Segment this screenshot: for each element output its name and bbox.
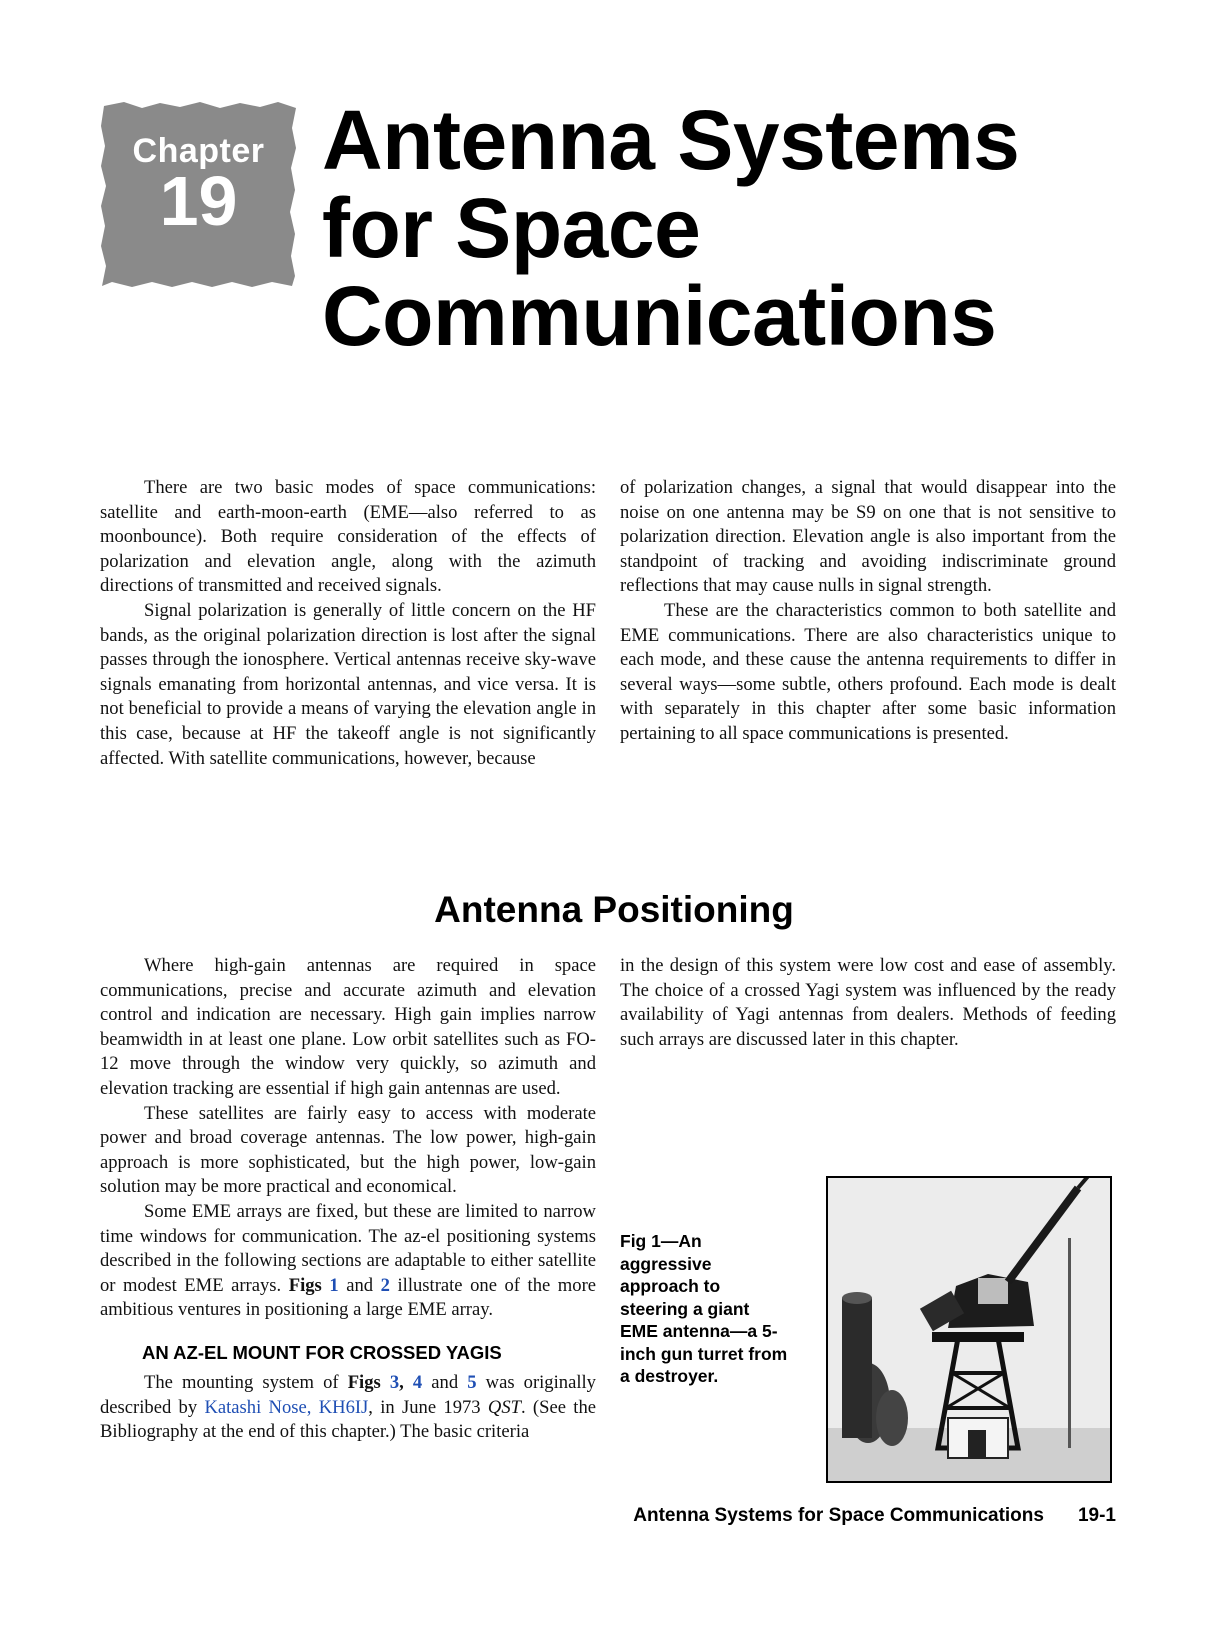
paragraph-text: Some EME arrays are fixed, but these are limited to narrow time windows for communication. The az-el positioning systems described in the following sections are adaptable to either satellite or modest EME arrays.: [100, 1200, 596, 1296]
fig-2-link[interactable]: 2: [380, 1274, 390, 1296]
positioning-continuation: in the design of this system were low cost and ease of assembly. The choice of a crossed Yagi system was influenced by the ready availability of Yagi antennas from dealers. Methods of feeding such arrays are discussed later in this chapter.: [620, 955, 1116, 1050]
subsection-heading: AN AZ-EL MOUNT FOR CROSSED YAGIS: [142, 1341, 502, 1363]
intro-right-column: [620, 476, 1116, 747]
page-footer: [633, 1505, 1116, 1527]
paragraph-text: . (See the Bibliography at the end of this chapter.) The basic criteria: [100, 1396, 596, 1443]
chapter-number: 19: [159, 162, 238, 240]
intro-paragraph-3: of polarization changes, a signal that would disappear into the noise on one antenna may be S9 on one that is not sensitive to polarization direction. Elevation angle is also important from the standpoint of tracking and avoiding indiscriminate ground reflections that may cause nulls in signal strength.: [620, 477, 1116, 597]
gun-turret-illustration: [828, 1178, 1110, 1481]
section-right-column: [620, 954, 1116, 1052]
journal-name: QST: [487, 1396, 521, 1418]
chapter-title-line-1: Antenna Systems: [322, 93, 1020, 187]
chapter-badge: [100, 100, 297, 288]
figure-caption: Fig 1—An aggressive approach to steering a giant EME antenna—a 5-inch gun turret from a destroyer.: [620, 1231, 788, 1386]
intro-paragraph-1: There are two basic modes of space communications: satellite and earth-moon-earth (EME—also referred to as moonbounce). Both require consideration of the effects of polarization and elevation angle, along with the azimuth directions of transmitted and received signals.: [100, 477, 596, 597]
chapter-title-line-2: for Space: [322, 181, 701, 275]
chapter-title-line-3: Communications: [322, 269, 997, 363]
paragraph-text: , in June 1973: [368, 1396, 481, 1418]
figs-label: Figs: [288, 1274, 322, 1296]
intro-left-column: [100, 476, 596, 771]
paragraph-text: illustrate one of the more ambitious ventures in positioning a large EME array.: [100, 1274, 597, 1321]
conjunction: and: [346, 1274, 374, 1296]
section-left-column: [100, 954, 596, 1445]
fig-5-link[interactable]: 5: [467, 1371, 477, 1393]
figs-label: Figs: [347, 1371, 381, 1393]
figure-1-photo: [826, 1176, 1112, 1483]
positioning-paragraph-1: Where high-gain antennas are required in space communications, precise and accurate azimuth and elevation control and indication are necessary. High gain implies narrow beamwidth in at least one plane. Low orbit satellites such as FO-12 move through the window very quickly, so azimuth and elevation tracking are essential if high gain antennas are used.: [100, 955, 596, 1099]
positioning-paragraph-2: These satellites are fairly easy to access with moderate power and broad coverage antennas. The low power, high-gain approach is more sophisticated, but the high power, low-gain solution may be more practical and economical.: [100, 1102, 596, 1198]
page-number: 19-1: [1077, 1505, 1116, 1526]
mount-paragraph: [100, 1371, 596, 1445]
paragraph-text: The mounting system of: [144, 1371, 339, 1393]
intro-paragraph-2: Signal polarization is generally of little concern on the HF bands, as the original polarization direction is lost after the signal passes through the ionosphere. Vertical antennas receive sky-wave signals emanating from horizontal antennas, and vice versa. It is not beneficial to provide a means of varying the elevation angle in this case, because at HF the takeoff angle is not significantly affected. With satellite communications, however, because: [100, 599, 596, 769]
fig-3-link[interactable]: 3: [389, 1371, 400, 1393]
comma: ,: [399, 1371, 404, 1393]
fig-1-link[interactable]: 1: [329, 1274, 339, 1296]
chapter-title: [322, 93, 1020, 363]
author-link[interactable]: Katashi Nose, KH6IJ: [204, 1396, 369, 1418]
section-heading: Antenna Positioning: [434, 889, 794, 930]
conjunction: and: [431, 1371, 459, 1393]
intro-paragraph-4: These are the characteristics common to both satellite and EME communications. There are also characteristics unique to each mode, and these cause the antenna requirements to differ in several ways—some subtle, others profound. Each mode is dealt with separately in this chapter after some basic information pertaining to all space communications is presented.: [620, 599, 1116, 744]
positioning-paragraph-3: [100, 1200, 596, 1323]
footer-title: Antenna Systems for Space Communications: [633, 1505, 1044, 1526]
chapter-label: Chapter: [132, 132, 265, 170]
paragraph-text: was originally described by: [100, 1371, 596, 1418]
fig-4-link[interactable]: 4: [412, 1371, 423, 1393]
